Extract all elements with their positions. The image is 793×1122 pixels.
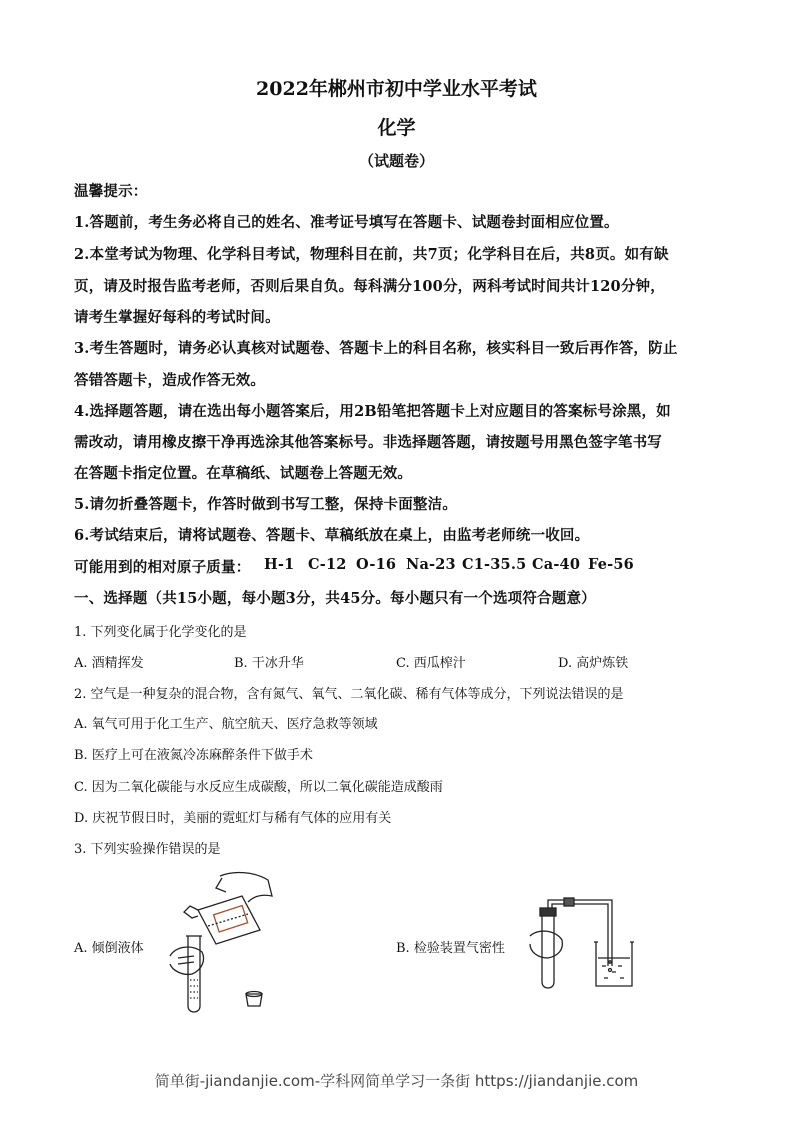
atomic-mass-value: H-1: [264, 556, 295, 573]
notice-line: 3.考生答题时，请务必认真核对试题卷、答题卡上的科目名称，核实科目一致后再作答，防止: [74, 340, 678, 357]
atomic-mass-value: Fe-56: [588, 556, 634, 573]
subject-title: 化学: [377, 117, 416, 139]
footer-source: 简单街-jiandanjie.com-学科网简单学习一条街 https://jiandanjie.com: [154, 1072, 639, 1090]
question-3-option-a: A. 倾倒液体: [74, 941, 144, 956]
notice-line: 请考生掌握好每科的考试时间。: [74, 309, 280, 326]
notice-line: 4.选择题答题，请在选出每小题答案后，用2B铅笔把答题卡上对应题目的答案标号涂黑，如: [74, 403, 671, 420]
paper-type: （试题卷）: [358, 152, 434, 170]
question-1-option-a: A. 酒精挥发: [74, 656, 144, 671]
notice-line: 页，请及时报告监考老师，否则后果自负。每科满分100分，两科考试时间共计120分钟，: [74, 278, 665, 295]
notice-line: 1.答题前，考生务必将自己的姓名、准考证号填写在答题卡、试题卷封面相应位置。: [74, 214, 619, 231]
question-1-option-c: C. 西瓜榨汁: [396, 656, 466, 671]
exam-title: 2022年郴州市初中学业水平考试: [256, 78, 537, 100]
question-2-option-b: B. 医疗上可在液氮冷冻麻醉条件下做手术: [74, 748, 313, 763]
notice-heading: 温馨提示：: [74, 183, 148, 200]
section-heading: 一、选择题（共15小题，每小题3分，共45分。每小题只有一个选项符合题意）: [74, 590, 596, 607]
atomic-mass-value: O-16: [356, 556, 397, 573]
question-3-stem: 3. 下列实验操作错误的是: [74, 842, 221, 857]
question-2-option-d: D. 庆祝节假日时，美丽的霓虹灯与稀有气体的应用有关: [74, 811, 392, 826]
notice-line: 5.请勿折叠答题卡，作答时做到书写工整，保持卡面整洁。: [74, 496, 458, 513]
atomic-mass-value: Ca-40: [532, 556, 581, 573]
notice-line: 需改动，请用橡皮擦干净再选涂其他答案标号。非选择题答题，请按题号用黑色签字笔书写: [74, 434, 662, 451]
airtightness-check-illustration: [520, 896, 650, 996]
atomic-mass-value: C-12: [308, 556, 347, 573]
atomic-mass-value: Na-23: [406, 556, 456, 573]
notice-line: 在答题卡指定位置。在草稿纸、试题卷上答题无效。: [74, 465, 413, 482]
notice-line: 6.考试结束后，请将试题卷、答题卡、草稿纸放在桌上，由监考老师统一收回。: [74, 527, 590, 544]
pouring-liquid-illustration: [150, 866, 280, 1026]
question-3-option-b: B. 检验装置气密性: [396, 941, 505, 956]
atomic-mass-value: C1-35.5: [462, 556, 527, 573]
question-2-option-a: A. 氧气可用于化工生产、航空航天、医疗急救等领域: [74, 717, 378, 732]
question-1-option-d: D. 高炉炼铁: [558, 656, 629, 671]
notice-line: 答错答题卡，造成作答无效。: [74, 372, 266, 389]
question-2-stem: 2. 空气是一种复杂的混合物，含有氮气、氧气、二氧化碳、稀有气体等成分，下列说法错误的是: [74, 687, 624, 702]
question-2-option-c: C. 因为二氧化碳能与水反应生成碳酸，所以二氧化碳能造成酸雨: [74, 780, 443, 795]
question-1-option-b: B. 干冰升华: [234, 656, 304, 671]
notice-line: 2.本堂考试为物理、化学科目考试，物理科目在前，共7页；化学科目在后，共8页。如有缺: [74, 246, 669, 263]
question-1-stem: 1. 下列变化属于化学变化的是: [74, 625, 247, 640]
atomic-mass-label: 可能用到的相对原子质量：: [74, 559, 251, 576]
